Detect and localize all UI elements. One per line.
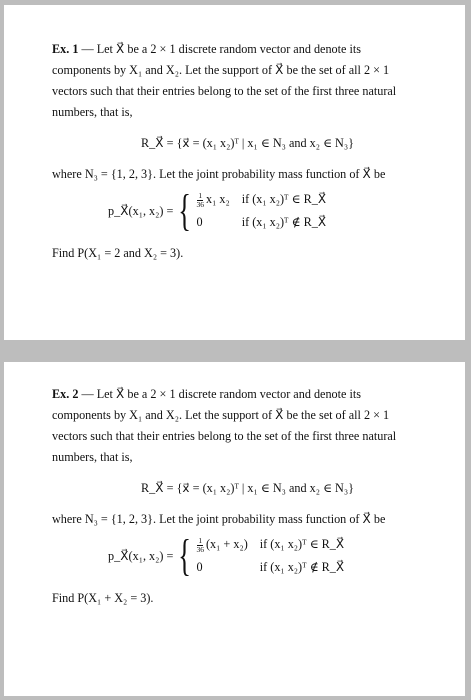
ex2-label: Ex. 2 xyxy=(52,387,79,401)
ex2-fraction xyxy=(196,537,204,554)
ex1-case1-cond: if (x₁ x₂)ᵀ ∈ R_X⃗ xyxy=(241,192,327,206)
ex1-support-set: R_X⃗ = {x⃗ = (x₁ x₂)ᵀ | x₁ ∈ N₃ and x₂ ∈ N₃} xyxy=(141,136,354,150)
ex2-pmf xyxy=(108,531,443,580)
ex2-find: Find P(X₁ + X₂ = 3). xyxy=(52,591,154,605)
ex1-case1-term: x₁ x₂ xyxy=(205,192,230,206)
ex2-line-1 xyxy=(52,384,443,405)
ex1-brace: { xyxy=(178,186,192,235)
ex1-cases xyxy=(196,189,326,233)
ex2-case2-expr: 0 xyxy=(196,560,203,574)
ex1-frac-den: 36 xyxy=(196,199,204,209)
ex1-find: Find P(X₁ = 2 and X₂ = 3). xyxy=(52,246,184,260)
ex1-pmf-lhs: p_X⃗(x₁, x₂) = xyxy=(108,203,174,218)
ex2-case1-expr xyxy=(196,534,247,555)
ex1-case2-cond: if (x₁ x₂)ᵀ ∉ R_X⃗ xyxy=(241,215,327,229)
ex1-intro-3: vectors such that their entries belong to the set of the first three natural xyxy=(52,84,397,98)
ex1-where: where N₃ = {1, 2, 3}. Let the joint probability mass function of X⃗ be xyxy=(52,167,386,181)
ex2-intro-3: vectors such that their entries belong to the set of the first three natural xyxy=(52,429,397,443)
ex2-cases xyxy=(196,534,344,578)
ex2-intro-2: components by X₁ and X₂. Let the support of X⃗ be the set of all 2 × 1 xyxy=(52,408,390,422)
ex2-intro-4: numbers, that is, xyxy=(52,450,133,464)
ex2-frac-den: 36 xyxy=(196,544,204,554)
exercise-2-card xyxy=(4,362,465,696)
ex1-label: Ex. 1 xyxy=(52,42,79,56)
ex1-case2-expr: 0 xyxy=(196,215,203,229)
ex2-frac-num: 1 xyxy=(198,535,203,545)
ex1-frac-num: 1 xyxy=(198,190,203,200)
ex2-pmf-lhs: p_X⃗(x₁, x₂) = xyxy=(108,548,174,563)
ex2-intro-1: Let X⃗ be a 2 × 1 discrete random vector and denote its xyxy=(96,387,362,401)
ex1-case1-expr xyxy=(196,189,229,210)
ex2-case1-term: (x₁ + x₂) xyxy=(205,537,248,551)
ex2-brace: { xyxy=(178,531,192,580)
ex2-dash: — xyxy=(81,387,94,401)
ex1-intro-1: Let X⃗ be a 2 × 1 discrete random vector and denote its xyxy=(96,42,362,56)
ex2-where: where N₃ = {1, 2, 3}. Let the joint probability mass function of X⃗ be xyxy=(52,512,386,526)
ex1-fraction xyxy=(196,192,204,209)
exercise-1-card xyxy=(4,5,465,340)
ex1-intro-2: components by X₁ and X₂. Let the support of X⃗ be the set of all 2 × 1 xyxy=(52,63,390,77)
ex1-line-1 xyxy=(52,39,443,60)
ex2-case1-cond: if (x₁ x₂)ᵀ ∈ R_X⃗ xyxy=(259,537,345,551)
ex2-case2-cond: if (x₁ x₂)ᵀ ∉ R_X⃗ xyxy=(259,560,345,574)
ex1-pmf xyxy=(108,186,443,235)
ex2-support-set: R_X⃗ = {x⃗ = (x₁ x₂)ᵀ | x₁ ∈ N₃ and x₂ ∈ N₃} xyxy=(141,481,354,495)
ex1-dash: — xyxy=(81,42,94,56)
ex1-intro-4: numbers, that is, xyxy=(52,105,133,119)
